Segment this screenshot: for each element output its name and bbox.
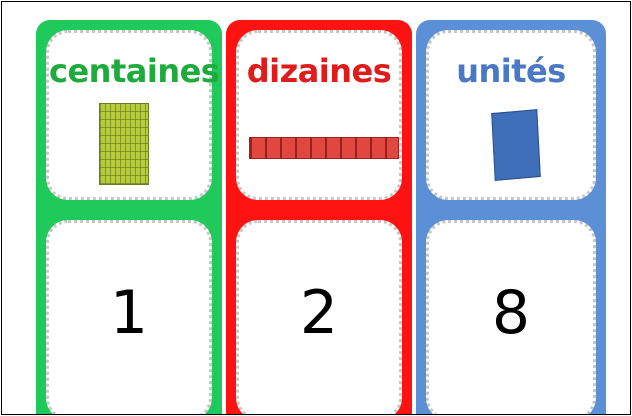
dizaines-value: 2 xyxy=(299,278,339,348)
centaines-value: 1 xyxy=(109,278,149,348)
column-unites xyxy=(416,20,606,415)
hundred-flat-icon xyxy=(99,103,149,185)
ten-rod-icon xyxy=(249,137,399,159)
dizaines-header-card xyxy=(236,30,402,200)
centaines-number-card xyxy=(46,220,212,415)
centaines-title: centaines xyxy=(49,52,220,90)
unites-number-card xyxy=(426,220,596,415)
unites-title: unités xyxy=(456,52,566,90)
dizaines-title: dizaines xyxy=(246,52,392,90)
column-dizaines xyxy=(226,20,412,415)
unites-value: 8 xyxy=(491,278,531,348)
place-value-frame xyxy=(1,1,631,415)
centaines-header-card xyxy=(46,30,220,200)
dizaines-number-card xyxy=(236,220,402,415)
column-centaines xyxy=(36,20,222,415)
place-value-board xyxy=(36,20,606,400)
unit-cube-icon xyxy=(491,109,541,181)
unites-header-card xyxy=(426,30,596,200)
